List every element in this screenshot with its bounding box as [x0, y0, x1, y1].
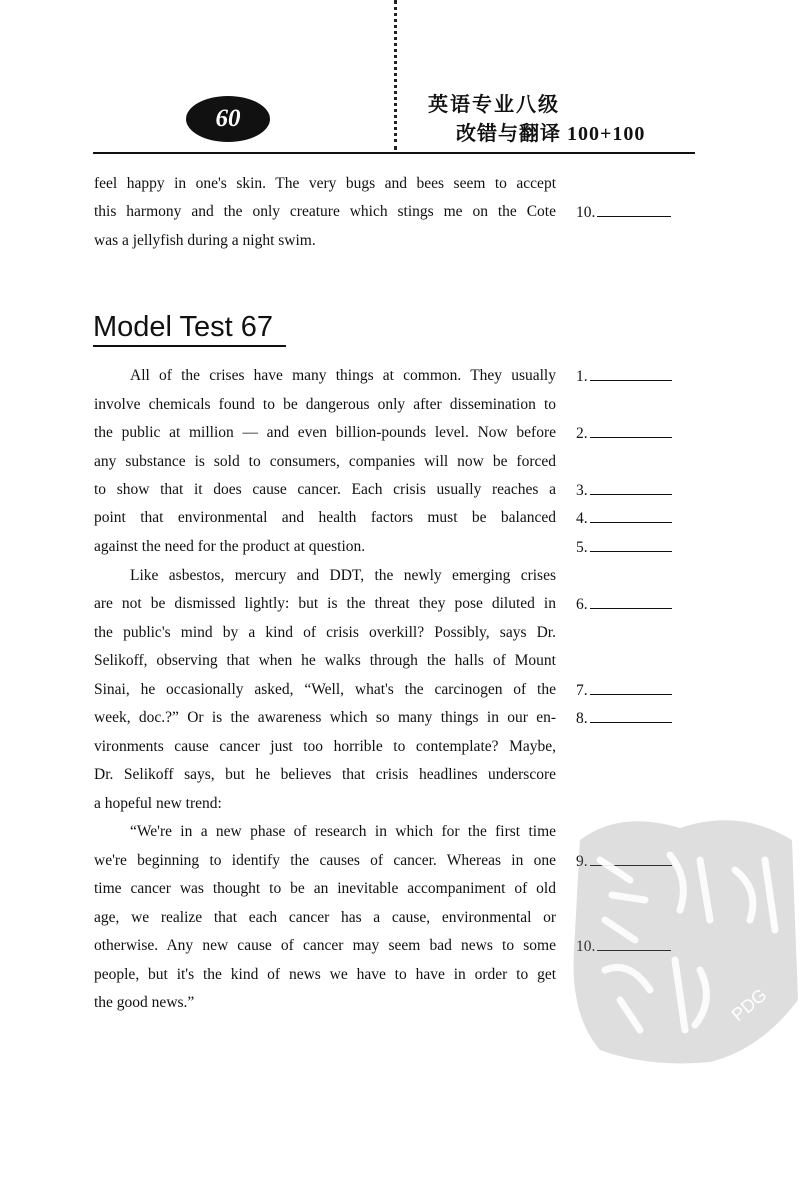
answer-number: 9.	[576, 853, 588, 870]
answer-line[interactable]	[590, 537, 672, 552]
answer-blank[interactable]	[576, 423, 686, 444]
answer-line[interactable]	[590, 708, 672, 723]
answer-blank[interactable]	[576, 202, 686, 223]
text-line: Like asbestos, mercury and DDT, the newly emerging crises	[130, 567, 556, 584]
answer-number: 6.	[576, 596, 588, 613]
text-line: age, we realize that each cancer has a cause, environmental or	[94, 909, 556, 926]
text-line: any substance is sold to consumers, companies will now be forced	[94, 453, 556, 470]
text-line: “We're in a new phase of research in which for the first time	[130, 823, 556, 840]
text-line: people, but it's the kind of news we have to have in order to get	[94, 966, 556, 983]
text-line: Sinai, he occasionally asked, “Well, what's the carcinogen of the	[94, 681, 556, 698]
answer-number: 2.	[576, 425, 588, 442]
answer-blank[interactable]	[576, 680, 686, 701]
answer-line[interactable]	[590, 508, 672, 523]
text-line: we're beginning to identify the causes of cancer. Whereas in one	[94, 852, 556, 869]
answer-number: 4.	[576, 510, 588, 527]
text-line: the good news.”	[94, 994, 195, 1011]
section-title: Model Test 67	[93, 311, 274, 343]
text-line: Dr. Selikoff says, but he believes that crisis headlines underscore	[94, 766, 556, 783]
watermark-text: PDG	[727, 984, 771, 1026]
answer-blank[interactable]	[576, 508, 686, 529]
answer-line[interactable]	[590, 594, 672, 609]
answer-line[interactable]	[590, 680, 672, 695]
answer-blank[interactable]	[576, 708, 686, 729]
book-subtitle: 改错与翻译 100+100	[456, 123, 646, 145]
answer-blank[interactable]	[576, 480, 686, 501]
answer-line[interactable]	[597, 936, 671, 951]
answer-line[interactable]	[590, 423, 672, 438]
answer-line[interactable]	[590, 366, 672, 381]
answer-number: 7.	[576, 682, 588, 699]
answer-number: 3.	[576, 482, 588, 499]
section-title-underline	[93, 345, 286, 347]
text-line: are not be dismissed lightly: but is the threat they pose diluted in	[94, 595, 556, 612]
text-line: a hopeful new trend:	[94, 795, 222, 812]
answer-line[interactable]	[590, 851, 672, 866]
answer-number: 1.	[576, 368, 588, 385]
answer-number: 10.	[576, 204, 596, 221]
answer-blank[interactable]	[576, 936, 686, 957]
text-line: week, doc.?” Or is the awareness which so many things in our en-	[94, 709, 556, 726]
header-dotted-divider	[394, 0, 397, 150]
answer-line[interactable]	[597, 202, 671, 217]
text-line: was a jellyfish during a night swim.	[94, 232, 316, 249]
page-number-badge: 60	[186, 96, 270, 142]
text-line: All of the crises have many things at common. They usually	[130, 367, 556, 384]
watermark-seal-icon	[560, 800, 800, 1070]
text-line: Selikoff, observing that when he walks through the halls of Mount	[94, 652, 556, 669]
answer-blank[interactable]	[576, 594, 686, 615]
text-line: vironments cause cancer just too horrible to contemplate? Maybe,	[94, 738, 556, 755]
text-line: involve chemicals found to be dangerous only after dissemination to	[94, 396, 556, 413]
answer-blank[interactable]	[576, 851, 686, 872]
text-line: to show that it does cause cancer. Each crisis usually reaches a	[94, 481, 556, 498]
text-line: this harmony and the only creature which stings me on the Cote	[94, 203, 556, 220]
text-line: the public's mind by a kind of crisis overkill? Possibly, says Dr.	[94, 624, 556, 641]
answer-blank[interactable]	[576, 537, 686, 558]
text-line: against the need for the product at question.	[94, 538, 366, 555]
book-title: 英语专业八级	[428, 94, 560, 116]
text-line: time cancer was thought to be an inevitable accompaniment of old	[94, 880, 556, 897]
header-rule	[93, 152, 695, 154]
answer-number: 8.	[576, 710, 588, 727]
answer-blank[interactable]	[576, 366, 686, 387]
answer-line[interactable]	[590, 480, 672, 495]
text-line: feel happy in one's skin. The very bugs and bees seem to accept	[94, 175, 556, 192]
text-line: the public at million — and even billion-pounds level. Now before	[94, 424, 556, 441]
text-line: point that environmental and health factors must be balanced	[94, 509, 556, 526]
answer-number: 5.	[576, 539, 588, 556]
answer-number: 10.	[576, 938, 596, 955]
text-line: otherwise. Any new cause of cancer may seem bad news to some	[94, 937, 556, 954]
